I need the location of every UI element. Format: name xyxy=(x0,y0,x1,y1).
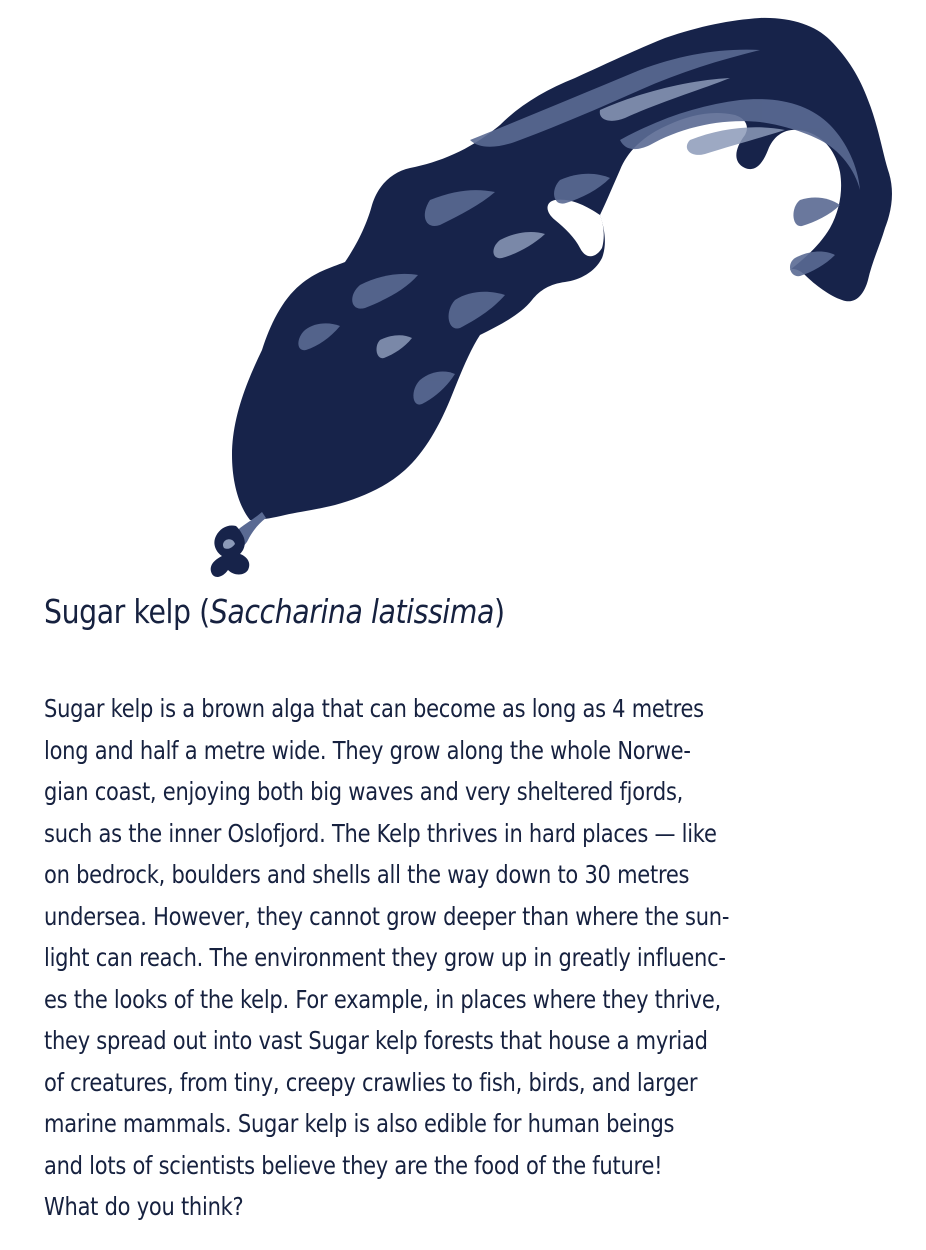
paragraph-line: and lots of scientists believe they are the food of the future! xyxy=(44,1150,663,1180)
description-paragraph xyxy=(44,688,924,1228)
species-name: Saccharina latissima xyxy=(209,592,494,631)
paragraph-line: es the looks of the kelp. For example, in places where they thrive, xyxy=(44,984,721,1014)
paragraph-line: What do you think? xyxy=(44,1192,244,1221)
title-suffix: ) xyxy=(493,592,505,631)
paragraph-line: long and half a metre wide. They grow along the whole Norwe- xyxy=(44,735,691,765)
paragraph-line: such as the inner Oslofjord. The Kelp thrives in hard places — like xyxy=(44,818,717,848)
paragraph-line: undersea. However, they cannot grow deeper than where the sun- xyxy=(44,901,730,931)
title-prefix: Sugar kelp ( xyxy=(44,592,210,631)
sugar-kelp-frond-illustration xyxy=(190,10,910,590)
paragraph-line: marine mammals. Sugar kelp is also edible for human beings xyxy=(44,1109,675,1138)
paragraph-line: Sugar kelp is a brown alga that can become as long as 4 metres xyxy=(44,694,704,723)
paragraph-line: of creatures, from tiny, creepy crawlies to fish, birds, and larger xyxy=(44,1067,698,1097)
paragraph-line: light can reach. The environment they grow up in greatly influenc- xyxy=(44,943,726,972)
paragraph-line: on bedrock, boulders and shells all the way down to 30 metres xyxy=(44,860,690,889)
page-title xyxy=(44,586,505,638)
paragraph-line: gian coast, enjoying both big waves and very sheltered fjords, xyxy=(44,777,684,806)
paragraph-line: they spread out into vast Sugar kelp forests that house a myriad xyxy=(44,1026,708,1055)
